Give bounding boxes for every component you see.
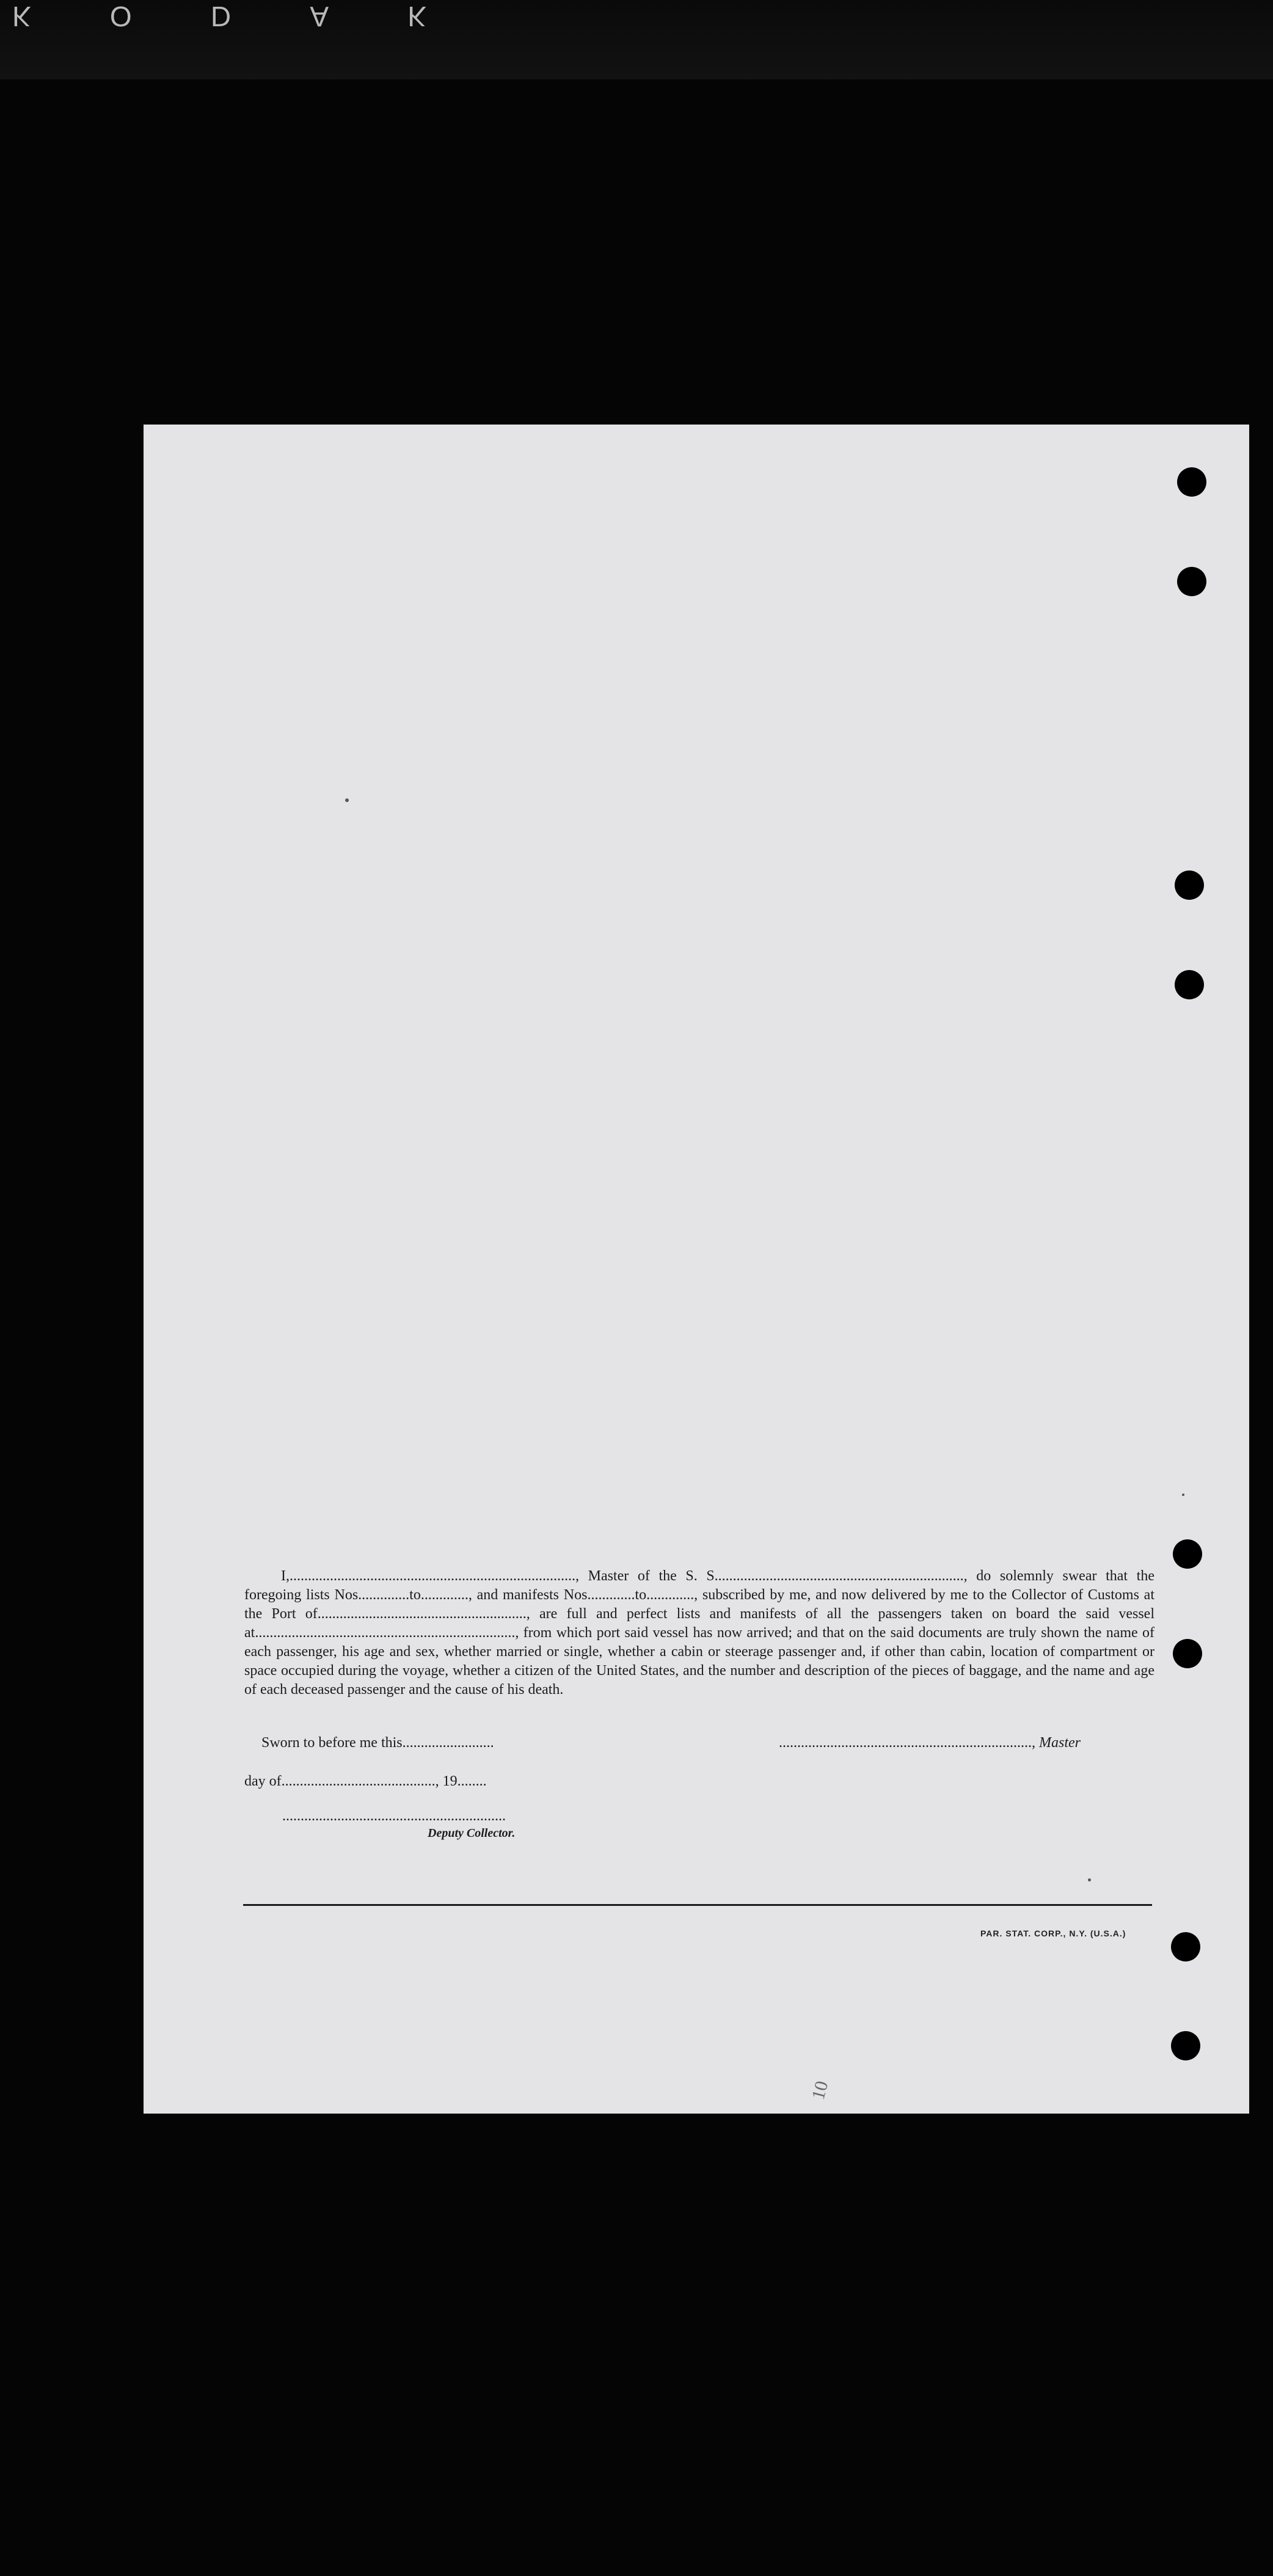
punch-hole (1177, 467, 1206, 497)
paper-speck (345, 798, 349, 802)
film-letter: K (407, 1, 428, 32)
paper-speck (1182, 1494, 1184, 1496)
manifest-page (144, 425, 1249, 2114)
punch-hole (1175, 870, 1204, 900)
punch-hole (1173, 1639, 1202, 1668)
master-signature-line (779, 1735, 1081, 1751)
punch-hole (1177, 567, 1206, 596)
handwritten-page-number: 10 (808, 2079, 833, 2102)
film-edge-lettering (12, 0, 428, 33)
printer-imprint: PAR. STAT. CORP., N.Y. (U.S.A.) (980, 1928, 1126, 1938)
date-line: day of.........................................., 19........ (244, 1773, 487, 1789)
deputy-signature-line: ............................................................. (282, 1808, 506, 1824)
punch-hole (1171, 1932, 1200, 1961)
punch-hole (1171, 2031, 1200, 2060)
master-label: , Master (1032, 1735, 1081, 1751)
oath-text: I,.............................................................................., Master of the S. S...................................................................., do solemnly swear that the foregoing lists Nos..............to............., and manifests Nos.............to............., subscribed by me, and now delivered by me to the Collector of Customs at the Port of........................................................., are full and perfect lists and manifests of all the passengers taken on board the said vessel at......................................................................., from which port said vessel has now arrived; and that on the said documents are truly shown the name of each passenger, his age and sex, whether married or single, whether a cabin or steerage passenger and, if other than cabin, location of compartment or space occupied during the voyage, whether a citizen of the United States, and the number and description of the pieces of baggage, and the name and age of each deceased passenger and the cause of his death. (244, 1568, 1154, 1698)
deputy-collector-label: Deputy Collector. (428, 1826, 516, 1840)
sworn-line: Sworn to before me this......................... (261, 1735, 494, 1751)
master-signature-dots: ..................................................................... (779, 1735, 1032, 1751)
horizontal-rule (243, 1904, 1152, 1906)
film-letter: O (109, 1, 133, 32)
film-edge (0, 0, 1273, 79)
film-letter: K (12, 1, 32, 32)
master-oath-paragraph (244, 1567, 1154, 1699)
punch-hole (1175, 970, 1204, 999)
paper-speck (1088, 1878, 1091, 1881)
film-letter: D (210, 1, 233, 32)
film-letter: A (310, 1, 330, 32)
punch-hole (1173, 1539, 1202, 1569)
